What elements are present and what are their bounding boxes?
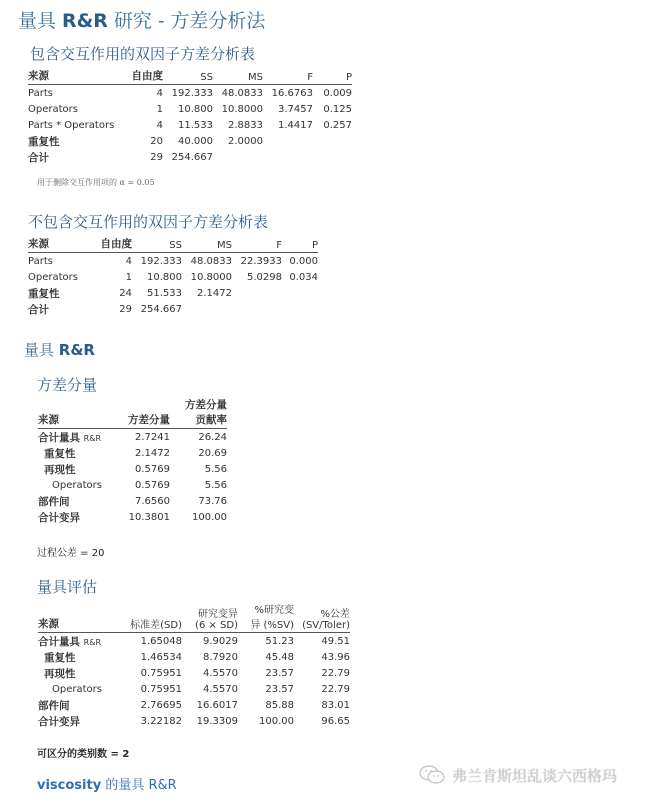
cell-ms: 2.0000	[228, 135, 263, 147]
col-contribution	[170, 397, 227, 429]
cell-source: 重复性	[28, 135, 60, 148]
cell-ss: 254.667	[140, 303, 182, 315]
cell-pct-study-var: 23.57	[265, 683, 294, 695]
cell-p: 0.257	[323, 119, 352, 131]
col-ms: MS	[182, 236, 232, 253]
cell-source: 合计	[28, 151, 49, 164]
col-p: P	[313, 68, 352, 85]
cell-sd: 0.75951	[140, 683, 182, 695]
table-row	[28, 253, 318, 270]
cell-ms: 2.8833	[228, 119, 263, 131]
cell-p	[313, 149, 352, 165]
cell-source: 合计变异	[38, 511, 80, 524]
viscosity-gage-rr-link[interactable]	[37, 774, 177, 793]
table-row	[28, 133, 352, 149]
col-pct-tolerance-line2: (SV/Toler)	[302, 620, 350, 631]
cell-contribution: 73.76	[198, 495, 227, 507]
cell-ss: 10.800	[147, 271, 182, 283]
variance-components-heading: 方差分量	[37, 376, 98, 394]
cell-source: 合计变异	[38, 715, 80, 728]
table-row	[38, 461, 227, 477]
cell-ss: 40.000	[178, 135, 213, 147]
cell-var-comp: 2.1472	[135, 447, 170, 459]
col-f: F	[263, 68, 313, 85]
cell-source: 重复性	[44, 651, 76, 664]
col-contribution-line1: 方差分量	[185, 399, 227, 411]
col-ms: MS	[213, 68, 263, 85]
col-ss: SS	[163, 68, 213, 85]
cell-source: Operators	[28, 271, 78, 283]
col-df: 自由度	[92, 236, 132, 253]
col-ss: SS	[132, 236, 182, 253]
cell-p	[282, 301, 318, 317]
anova-without-interaction-heading: 不包含交互作用的双因子方差分析表	[28, 213, 269, 231]
table-row	[38, 509, 227, 525]
cell-contribution: 100.00	[192, 511, 227, 523]
table-row	[28, 149, 352, 165]
title-prefix: 量具	[18, 10, 63, 32]
cell-df: 20	[150, 135, 163, 147]
table-row	[38, 445, 227, 461]
cell-df: 24	[119, 287, 132, 299]
anova-with-interaction-table	[28, 68, 352, 165]
table-row	[38, 493, 227, 509]
cell-var-comp: 0.5769	[135, 479, 170, 491]
col-df: 自由度	[130, 68, 163, 85]
cell-p	[282, 285, 318, 301]
table-row	[38, 713, 350, 729]
cell-source: 合计	[28, 303, 49, 316]
cell-var-comp: 10.3801	[128, 511, 170, 523]
cell-source: 重复性	[44, 447, 76, 460]
gage-rr-heading-prefix: 量具	[24, 341, 59, 359]
gage-evaluation-heading: 量具评估	[37, 578, 98, 596]
cell-sd: 3.22182	[140, 715, 182, 727]
cell-df: 4	[156, 87, 163, 99]
cell-sd: 0.75951	[140, 667, 182, 679]
cell-ss: 10.800	[178, 103, 213, 115]
col-source: 来源	[38, 397, 118, 429]
cell-p: 0.009	[323, 87, 352, 99]
cell-df: 4	[156, 119, 163, 131]
col-study-var-line2: (6 × SD)	[195, 620, 238, 631]
cell-source: Parts * Operators	[28, 119, 115, 131]
col-pct-tolerance	[294, 601, 350, 633]
cell-f: 16.6763	[271, 87, 313, 99]
col-pct-study-var-line2: 异 (%SV)	[250, 620, 294, 631]
cell-ss: 254.667	[171, 151, 213, 163]
cell-f	[263, 133, 313, 149]
watermark-text: 弗兰肯斯坦乱谈六西格玛	[452, 766, 618, 785]
cell-p: 0.000	[289, 255, 318, 267]
cell-contribution: 5.56	[204, 463, 227, 475]
cell-f	[232, 285, 282, 301]
cell-contribution: 20.69	[198, 447, 227, 459]
watermark	[418, 764, 617, 786]
table-header-row	[38, 397, 227, 429]
cell-pct-tolerance: 96.65	[321, 715, 350, 727]
cell-pct-study-var: 23.57	[265, 667, 294, 679]
table-header-row	[28, 236, 318, 253]
col-pct-tolerance-line1: %公差	[320, 609, 350, 620]
cell-sd: 2.76695	[140, 699, 182, 711]
table-row	[38, 633, 350, 650]
page-title	[18, 6, 265, 33]
cell-source-suffix: R&R	[83, 637, 102, 647]
wechat-icon	[418, 764, 446, 786]
table-header-row	[28, 68, 352, 85]
cell-df: 4	[125, 255, 132, 267]
cell-df: 29	[119, 303, 132, 315]
cell-sd: 1.65048	[140, 635, 182, 647]
table-row	[28, 117, 352, 133]
cell-ms: 2.1472	[197, 287, 232, 299]
cell-source: Operators	[28, 103, 78, 115]
cell-ss: 192.333	[140, 255, 182, 267]
col-sd: 标准差(SD)	[118, 601, 182, 633]
anova-without-interaction-table	[28, 236, 318, 317]
cell-contribution: 5.56	[204, 479, 227, 491]
cell-source: 再现性	[44, 667, 76, 680]
col-contribution-line2: 贡献率	[195, 414, 227, 426]
cell-pct-study-var: 100.00	[259, 715, 294, 727]
cell-pct-tolerance: 49.51	[321, 635, 350, 647]
link-rest: 的量具 R&R	[101, 778, 177, 793]
cell-ss: 11.533	[178, 119, 213, 131]
cell-f	[232, 301, 282, 317]
col-source: 来源	[28, 236, 92, 253]
col-source: 来源	[38, 601, 118, 633]
cell-source: Operators	[52, 479, 102, 491]
cell-study-var: 9.9029	[203, 635, 238, 647]
link-bold: viscosity	[37, 778, 102, 793]
col-pct-study-var	[238, 601, 294, 633]
anova-with-interaction-heading: 包含交互作用的双因子方差分析表	[30, 45, 256, 63]
col-pct-study-var-line1: %研究变	[254, 605, 294, 616]
gage-evaluation-table	[38, 601, 350, 729]
cell-source-text: 合计量具	[38, 635, 80, 648]
cell-p	[313, 133, 352, 149]
process-tolerance: 过程公差 = 20	[37, 548, 105, 559]
cell-contribution: 26.24	[198, 431, 227, 443]
cell-source: 部件间	[38, 699, 70, 712]
col-p: P	[282, 236, 318, 253]
table-row	[28, 85, 352, 102]
table-row	[38, 649, 350, 665]
title-suffix: 研究 - 方差分析法	[107, 10, 266, 32]
cell-study-var: 19.3309	[196, 715, 238, 727]
cell-study-var: 4.5570	[203, 683, 238, 695]
col-source: 来源	[28, 68, 130, 85]
cell-p: 0.125	[323, 103, 352, 115]
table-row	[28, 269, 318, 285]
cell-pct-study-var: 51.23	[265, 635, 294, 647]
cell-f: 22.3933	[240, 255, 282, 267]
cell-source: Operators	[52, 683, 102, 695]
cell-ms: 48.0833	[221, 87, 263, 99]
cell-p: 0.034	[289, 271, 318, 283]
cell-f: 1.4417	[278, 119, 313, 131]
alpha-note: 用于删除交互作用项的 α = 0.05	[37, 178, 155, 187]
cell-pct-tolerance: 22.79	[321, 683, 350, 695]
col-study-var-line1: 研究变异	[198, 609, 238, 620]
table-row	[38, 681, 350, 697]
cell-study-var: 4.5570	[203, 667, 238, 679]
table-row	[28, 101, 352, 117]
cell-source: 再现性	[44, 463, 76, 476]
cell-source: Parts	[28, 87, 53, 99]
cell-f: 5.0298	[247, 271, 282, 283]
cell-df: 1	[156, 103, 163, 115]
col-study-var	[182, 601, 238, 633]
col-f: F	[232, 236, 282, 253]
cell-pct-tolerance: 22.79	[321, 667, 350, 679]
cell-ss: 192.333	[171, 87, 213, 99]
cell-df: 29	[150, 151, 163, 163]
cell-source-suffix: R&R	[83, 433, 102, 443]
cell-ms: 10.8000	[190, 271, 232, 283]
cell-var-comp: 0.5769	[135, 463, 170, 475]
cell-ms	[182, 301, 232, 317]
cell-pct-tolerance: 43.96	[321, 651, 350, 663]
cell-pct-study-var: 45.48	[265, 651, 294, 663]
table-row	[38, 429, 227, 446]
table-row	[28, 301, 318, 317]
cell-f: 3.7457	[278, 103, 313, 115]
table-row	[38, 477, 227, 493]
cell-df: 1	[125, 271, 132, 283]
variance-components-table	[38, 397, 227, 525]
distinct-categories: 可区分的类别数 = 2	[37, 749, 130, 760]
cell-source	[38, 429, 118, 446]
cell-source: 重复性	[28, 287, 60, 300]
cell-study-var: 16.6017	[196, 699, 238, 711]
title-bold: R&R	[62, 10, 108, 32]
cell-source-text: 合计量具	[38, 431, 80, 444]
cell-source: 部件间	[38, 495, 70, 508]
cell-ms	[213, 149, 263, 165]
cell-ms: 48.0833	[190, 255, 232, 267]
table-row	[28, 285, 318, 301]
table-row	[38, 697, 350, 713]
cell-pct-study-var: 85.88	[265, 699, 294, 711]
col-var-comp: 方差分量	[118, 397, 170, 429]
cell-var-comp: 2.7241	[135, 431, 170, 443]
gage-rr-heading	[24, 339, 95, 360]
cell-sd: 1.46534	[140, 651, 182, 663]
cell-f	[263, 149, 313, 165]
cell-pct-tolerance: 83.01	[321, 699, 350, 711]
cell-var-comp: 7.6560	[135, 495, 170, 507]
cell-source	[38, 633, 118, 650]
table-header-row	[38, 601, 350, 633]
cell-ss: 51.533	[147, 287, 182, 299]
cell-ms: 10.8000	[221, 103, 263, 115]
table-row	[38, 665, 350, 681]
cell-study-var: 8.7920	[203, 651, 238, 663]
gage-rr-heading-bold: R&R	[58, 341, 95, 359]
cell-source: Parts	[28, 255, 53, 267]
